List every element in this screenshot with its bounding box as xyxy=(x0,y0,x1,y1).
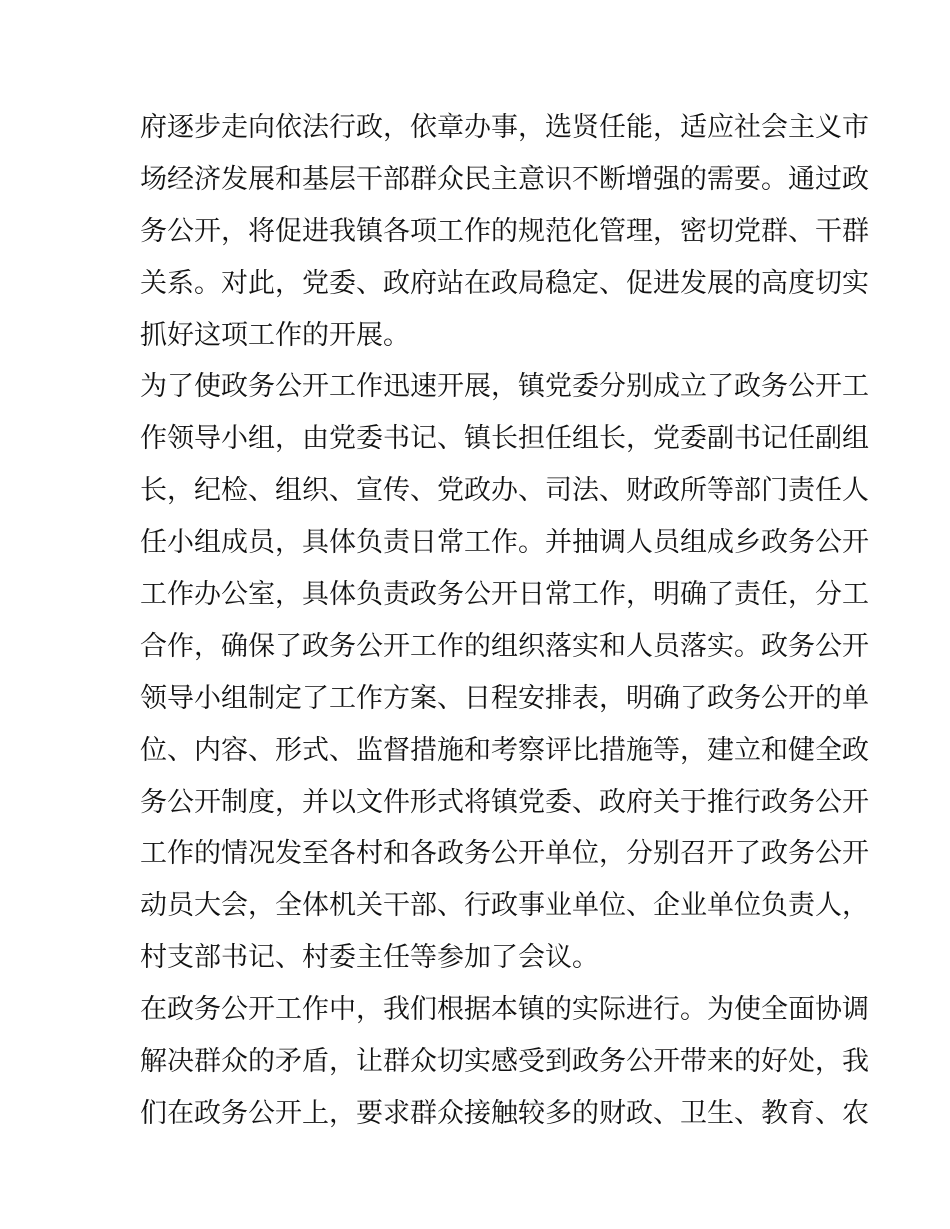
text-line: 在政务公开工作中，我们根据本镇的实际进行。为使全面协调 xyxy=(140,994,869,1026)
text-line: 府逐步走向依法行政，依章办事，选贤任能，适应社会主义市 xyxy=(140,112,869,143)
text-line: 村支部书记、村委主任等参加了会议。 xyxy=(140,942,599,974)
body-text xyxy=(140,102,869,1140)
text-line: 务公开制度，并以文件形式将镇党委、政府关于推行政务公开 xyxy=(140,786,869,818)
text-line: 动员大会，全体机关干部、行政事业单位、企业单位负责人， xyxy=(140,890,869,922)
text-line: 为了使政务公开工作迅速开展，镇党委分别成立了政务公开工 xyxy=(140,371,869,403)
text-line: 们在政务公开上，要求群众接触较多的财政、卫生、教育、农 xyxy=(140,1097,869,1129)
text-line: 作领导小组，由党委书记、镇长担任组长，党委副书记任副组 xyxy=(140,423,869,455)
text-line: 务公开，将促进我镇各项工作的规范化管理，密切党群、干群 xyxy=(140,215,869,247)
text-line: 位、内容、形式、监督措施和考察评比措施等，建立和健全政 xyxy=(140,734,869,766)
text-line: 任小组成员，具体负责日常工作。并抽调人员组成乡政务公开 xyxy=(140,527,869,559)
text-line: 关系。对此，党委、政府站在政局稳定、促进发展的高度切实 xyxy=(140,267,869,299)
text-line: 领导小组制定了工作方案、日程安排表，明确了政务公开的单 xyxy=(140,682,869,714)
text-line: 合作，确保了政务公开工作的组织落实和人员落实。政务公开 xyxy=(140,630,869,662)
text-line: 工作办公室，具体负责政务公开日常工作，明确了责任，分工 xyxy=(140,579,869,611)
text-line: 工作的情况发至各村和各政务公开单位，分别召开了政务公开 xyxy=(140,838,869,870)
text-line: 抓好这项工作的开展。 xyxy=(140,319,410,351)
text-line: 场经济发展和基层干部群众民主意识不断增强的需要。通过政 xyxy=(140,163,869,195)
text-line: 长，纪检、组织、宣传、党政办、司法、财政所等部门责任人 xyxy=(140,475,869,507)
text-line: 解决群众的矛盾，让群众切实感受到政务公开带来的好处，我 xyxy=(140,1046,869,1078)
